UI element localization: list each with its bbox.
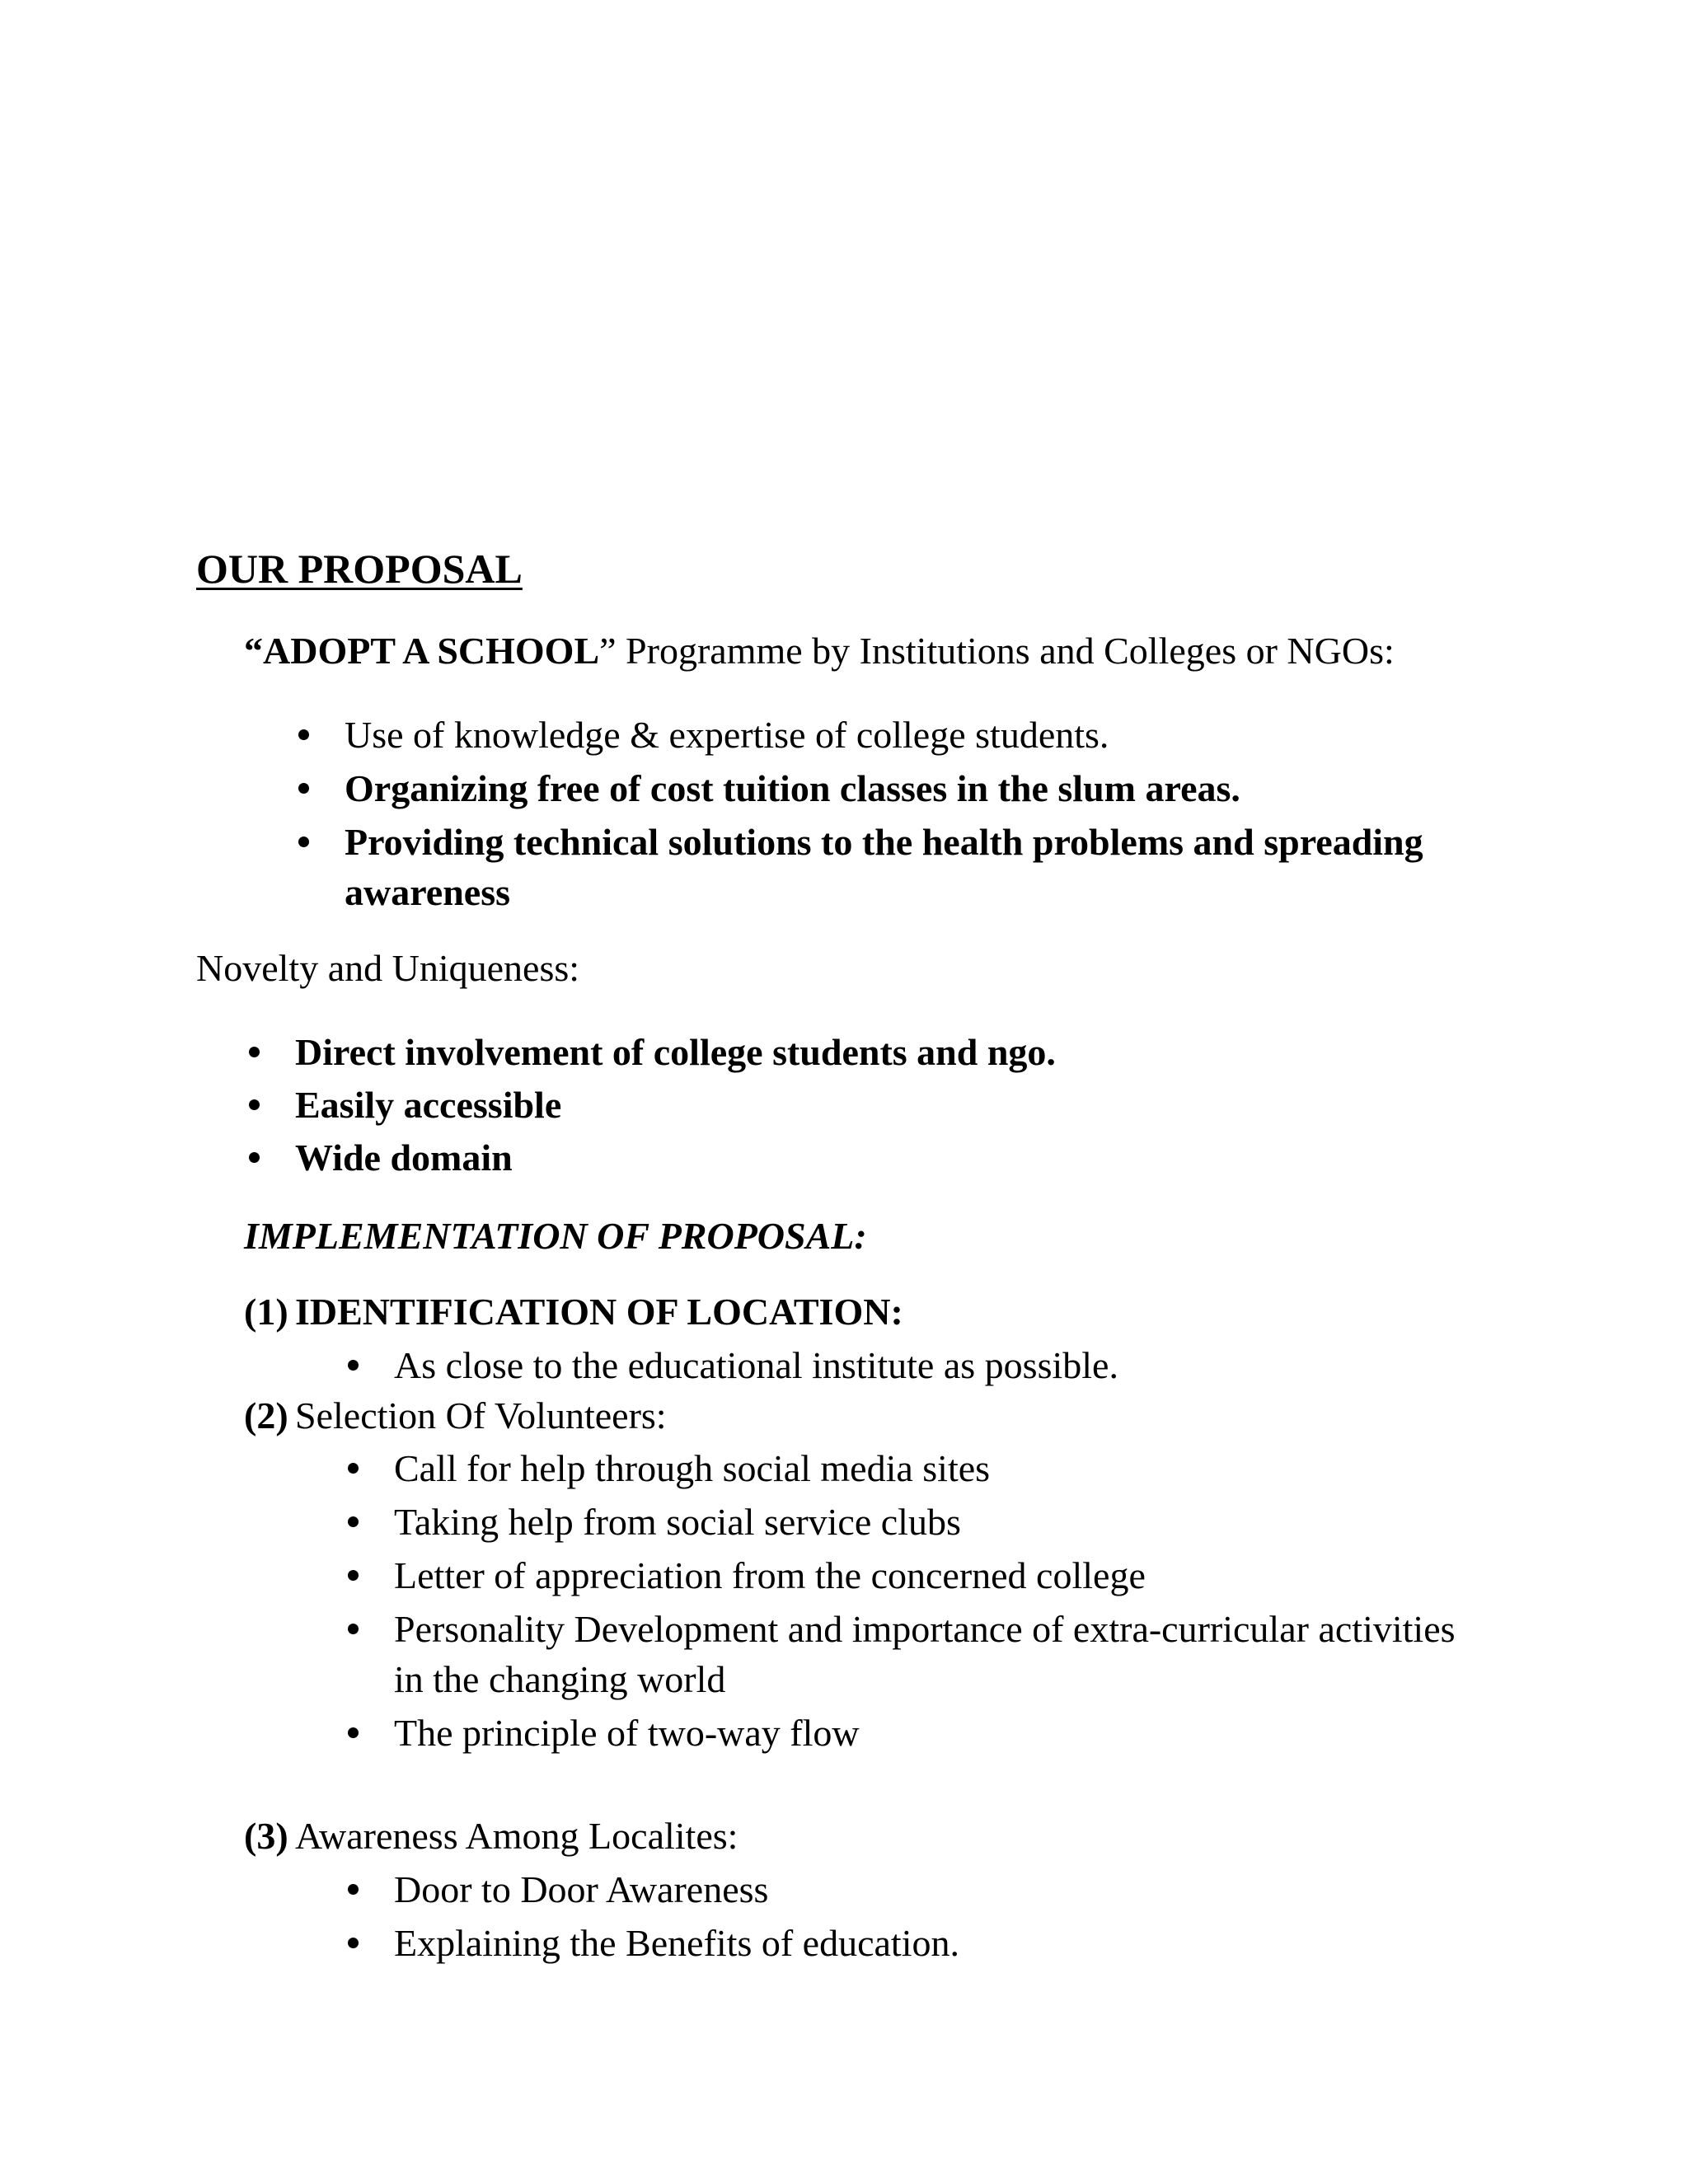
step-number: (2) xyxy=(244,1394,288,1436)
bullet-icon xyxy=(298,783,309,794)
bullet-icon xyxy=(348,1938,359,1948)
list-item: Providing technical solutions to the health problems and spreading xyxy=(345,821,1423,863)
step-title: Selection Of Volunteers: xyxy=(295,1394,667,1436)
bullet-icon xyxy=(348,1727,359,1738)
list-item: Door to Door Awareness xyxy=(394,1868,769,1910)
step-number: (1) xyxy=(244,1291,288,1333)
list-item: The principle of two-way flow xyxy=(394,1712,860,1754)
bullet-icon xyxy=(249,1099,260,1110)
section-label: Novelty and Uniqueness: xyxy=(196,947,580,989)
programme-intro xyxy=(244,626,1395,676)
step-title: IDENTIFICATION OF LOCATION: xyxy=(295,1291,903,1333)
quote-open: “ xyxy=(244,630,263,672)
list-item: Letter of appreciation from the concerned college xyxy=(394,1554,1146,1596)
list-item: Organizing free of cost tuition classes in the slum areas. xyxy=(345,767,1240,809)
list-item-continuation: awareness xyxy=(345,871,511,913)
section-title: IMPLEMENTATION OF PROPOSAL: xyxy=(244,1215,867,1257)
list-item: Wide domain xyxy=(295,1137,513,1179)
page-title: OUR PROPOSAL xyxy=(196,546,523,592)
list-item: Use of knowledge & expertise of college students. xyxy=(345,714,1109,756)
list-item: Call for help through social media sites xyxy=(394,1447,991,1489)
bullet-icon xyxy=(298,837,309,847)
bullet-icon xyxy=(249,1047,260,1057)
bullet-icon xyxy=(348,1360,359,1371)
list-item: Personality Development and importance of extra-curricular activities xyxy=(394,1608,1456,1650)
list-item: Taking help from social service clubs xyxy=(394,1501,961,1543)
list-item: Explaining the Benefits of education. xyxy=(394,1922,959,1964)
bullet-icon xyxy=(249,1152,260,1163)
bullet-icon xyxy=(348,1884,359,1895)
bullet-icon xyxy=(298,729,309,740)
step-number: (3) xyxy=(244,1815,288,1857)
bullet-icon xyxy=(348,1570,359,1581)
bullet-icon xyxy=(348,1463,359,1474)
bullet-icon xyxy=(348,1624,359,1634)
bullet-icon xyxy=(348,1516,359,1527)
step-title: Awareness Among Localites: xyxy=(295,1815,738,1857)
programme-name: ADOPT A SCHOOL xyxy=(263,630,600,672)
programme-description: ” Programme by Institutions and Colleges or NGOs: xyxy=(599,630,1395,672)
list-item-continuation: in the changing world xyxy=(394,1658,726,1700)
list-item: Direct involvement of college students and ngo. xyxy=(295,1031,1056,1073)
list-item: As close to the educational institute as possible. xyxy=(394,1344,1118,1386)
list-item: Easily accessible xyxy=(295,1084,562,1126)
